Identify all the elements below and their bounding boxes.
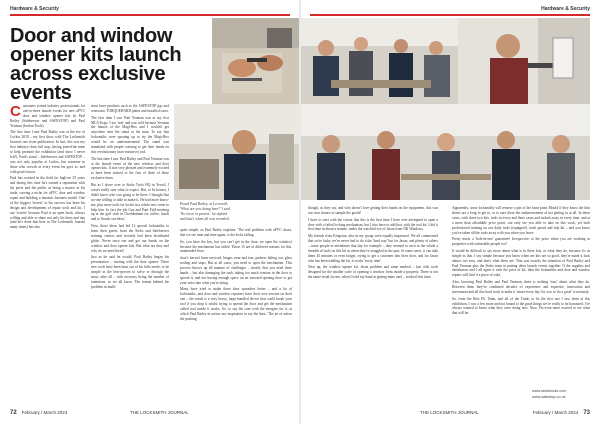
article-paragraph: Many have tried to make these door spreaders better – and a lot of locksmiths, and door and window repairers have their own version on their van – the result is a very heavy, large-handled device that could break your tool if you drop it whilst trying to spread the door and get the mechanism called tool inside it works. So, to say the case with the energies for it, at which Paul Bailey in action saw inspiration to say the least. 'The jet of action the pushing bbox=[180, 287, 292, 321]
article-paragraph: door's haven't been serviced, hinges wear and tear, pushers failing out, glass sealing and stops. But at all cases, you need to open the mechanism. This process throws up all manner of challenges – mostly that you need three hands – but also damaging the sash, taking too much tension in the door to spread it, and not having enough space on an outward-opening door to get your wrist into what you're doing. bbox=[180, 256, 292, 285]
footer-right bbox=[533, 410, 590, 416]
launch-event-image bbox=[301, 104, 590, 200]
paul-bailey-image bbox=[174, 104, 299, 200]
header-rule-left bbox=[10, 14, 290, 16]
page-number-left: 72 bbox=[10, 410, 17, 416]
photo-caption: Proud Paul Bailey, at Lovewell, 'What are you doing here?' I said. 'No force to protect,' he replied and that's when all was revealed. bbox=[180, 202, 231, 221]
article-column-1 bbox=[10, 104, 85, 404]
article-paragraph: Pretty much a 'hole-in-one' guarantee! Irrespective of the price when you are working in properties with vulnerable people too! bbox=[452, 237, 590, 247]
section-header-right: Hardware & Security bbox=[541, 6, 590, 12]
url-safestop[interactable]: www.safestop.co.uk bbox=[532, 395, 566, 399]
article-paragraph: Also, knowing Paul Bailey and Paul Yeoman, there is nothing 'easy' about what they do. Between them they've combined decades of experience and expertise, innovation and investment and all this hard work to make it 'smart every day' for you to 'do a good' it seriously. bbox=[452, 280, 590, 294]
article-paragraph: Now, these ideas had led 12 special locksmiths to learn their guests from the Stoke and Safebrewer training centres and recently had been distributed globe. Never once run and get our hands on the window and door opener kits. But what are they and why do we need them? bbox=[91, 224, 169, 253]
article-paragraph: But as I drove over to Stoke Tools HQ in Yeovil, I wasn't really sure what to expect. But, to be honest, I didn't know who was going to be there. I thought that no-one willing or able to make it. He had more know-me, plus more tools for locals in a whole new room to help him. In fact the job Gaz and Paul Fyld meeting up at the golf club in Cheddenham for coffee, lunch and to 'thrash out ideas'. bbox=[91, 182, 169, 222]
footer-left bbox=[10, 410, 67, 416]
article-paragraph: So, you have the key, but you can't get in the door, no open the window) because the mechanism has failed. Those 15 are of different reasons for this, unintended fixes. bbox=[180, 239, 292, 254]
article-paragraph: Next up, the window opener kit. Jason problem and same method – fast with tools designed for the smaller scale of opening a window from inside a property. There is not the same result for me, when I tried my hand at getting mine one) – worked first time. bbox=[308, 265, 438, 280]
article-paragraph: quite simple, as Paul Bailey explains: 'The real problem with uPVC doors, that we see time and time again, is the locks failing. bbox=[180, 228, 292, 237]
article-paragraph: The first time I saw Paul Yeoman was at my first MLA Expo. I too 'met' and was sold because Yeoman the launch of the Magi-Box and I couldn't get anywhere near the stand or the man. To say that locksmiths were queuing up to try the Magi-Box would be an understatement! The stand was inundated with people wanting to get their hands on this revolutionary (non-intrusive) tool. bbox=[91, 115, 169, 154]
photo-launch-event bbox=[301, 104, 590, 200]
page-number-right: 73 bbox=[583, 410, 590, 416]
magazine-name-right: THE LOCKSMITH JOURNAL bbox=[420, 410, 479, 415]
article-paragraph: most have products such as the SAFESTOP jigs and renovator, TORQUEHARD plates and installed cases. bbox=[91, 104, 169, 113]
article-paragraph: The first time I met Paul Bailey was at the eve of Lockss 2018 – my first show with The Locksmith Journal, one sister publication. In fact, this was my first industry show full stop, having joined the team to help promote the exhibition (and show I never left!). Paul's stand – Safebrewer and SAFESTOP – was not only popular at Lockss, but someone in those who crowds at every event his goes to, and with good reason. bbox=[10, 130, 85, 174]
article-paragraph: It would be difficult to say more about what is in these kits, or what they do, because it's as simple as that. I say simple because you know when are kits are so good, they're made it look almost too easy, and that's what these are. That was exactly the intention of Paul Bailey and Paul Yeoman plus the Stoke team in putting these launch events together. If the supplies and distributors and I all agree it with the price of kit, then the locksmiths and door and window repairs will find it a piece of cake. bbox=[452, 248, 590, 278]
article-column-4 bbox=[308, 206, 438, 404]
article-paragraph: My friends from Kingston, also in my group were equally impressed. We all commented that we're lucky we've never had to do it the 'hard way' but for Jason, and plenty of others – some people in attendance that day for example – they seemed to each to the whole a breadth of tools on this kit as when they're struggled in the past. In some cases, it can take them 45 minutes or even longer, trying to get a customer into their door, and for Jason who has been trialling the kit, it works 'every time'. bbox=[308, 234, 438, 263]
tool-closeup-image bbox=[458, 18, 590, 104]
url-stoketools[interactable]: www.stoketools.com bbox=[532, 389, 567, 393]
magazine-name-left: THE LOCKSMITH JOURNAL bbox=[130, 410, 189, 415]
photo-tool-closeup bbox=[458, 18, 590, 104]
article-paragraph: Paul has worked in the field for high-on 35 years and during this time he's earned a reputation with his peers and the public as being a master in his trade, carving a niche for uPVC door and window repair and building a fantastic business model. One of the biggest 'secrets' to his success has been his design and development of repair tools and kit. I say 'secrets' because Paul is an open book, always willing and able to share not only his hints and tips (and he's done that here in The Locksmith Journal many times) but also bbox=[10, 176, 85, 230]
article-paragraph: I have to start with the caveat that this is the first time I have ever attempted to open a door with a failed locking mechanism, but I also have to add that, with the tool kit, I did it first time in about a minute, under the watchful eye of Jason from NK Windows. bbox=[308, 217, 438, 232]
header-rule-right bbox=[310, 14, 590, 16]
article-paragraph: So, from the Best Plc Team, and all of the Trade, to be the first one I saw them at this exhibition, I was a few more and not bound to the good things we've really to be honoured. I've always wanted to know what they were doing now. Now, I'm even more excited to see what that will be. bbox=[452, 296, 590, 316]
article-column-2 bbox=[91, 104, 169, 404]
article-paragraph: Apparently, some locksmiths will remove a pin of the bead point Mould if they know the thin sheets are a long to get to, or to sure there the embarrassment of not getting in at all. In these cases, with these two kits, tools in every and there cases and tucked away in every time, and at a more than affordable price point, can only see you able to take on this work, yet both professional training on our daily tools (equipped), tooth proud and tidy kit – and you know you've taken all the tools away with you when you leave. bbox=[452, 206, 590, 235]
article-paragraph: though, as they say, and who doesn't love getting their hands on the equipment, this was our own chance to sample the goods! bbox=[308, 206, 438, 215]
article-paragraph: The last time I saw Paul Bailey and Paul Yeoman was at the launch event of the new window and door opener kits. It was very pleased and extremely excited to have been invited to the first of three of these exclusive dates. bbox=[91, 156, 169, 181]
issue-date-left: February / March 2024 bbox=[21, 410, 68, 415]
photo-workshop-group bbox=[301, 18, 458, 104]
headline: Door and window opener kits launch across exclusive events bbox=[10, 25, 182, 104]
photo-paul-bailey bbox=[174, 104, 299, 200]
article-column-3 bbox=[180, 228, 292, 404]
hands-demonstration-image bbox=[212, 18, 299, 104]
section-header-left: Hardware & Security bbox=[10, 6, 59, 12]
workshop-group-image bbox=[301, 18, 458, 104]
article-paragraph: Just as he said he would, Paul Bailey began his presentation – starting with the door opener. These new tools have been born out of his little needs, to be simple in the best-proven to solve or through the most, after all – with accuracy being the number of intentions, so we all know. The format behind the problem in multi- bbox=[91, 255, 169, 289]
issue-date-right: February / March 2024 bbox=[532, 410, 579, 415]
article-column-5 bbox=[452, 206, 590, 386]
drop-cap: C bbox=[10, 104, 21, 120]
article-paragraph: ustomers joined industry professionals for one-to-three launch events for new uPVC door and window opener kits by Paul Bailey (Safebrewer and SAFESTOP) and Paul Yeoman (Jordan Tools). bbox=[10, 104, 85, 128]
photo-hands-demonstration bbox=[212, 18, 299, 104]
